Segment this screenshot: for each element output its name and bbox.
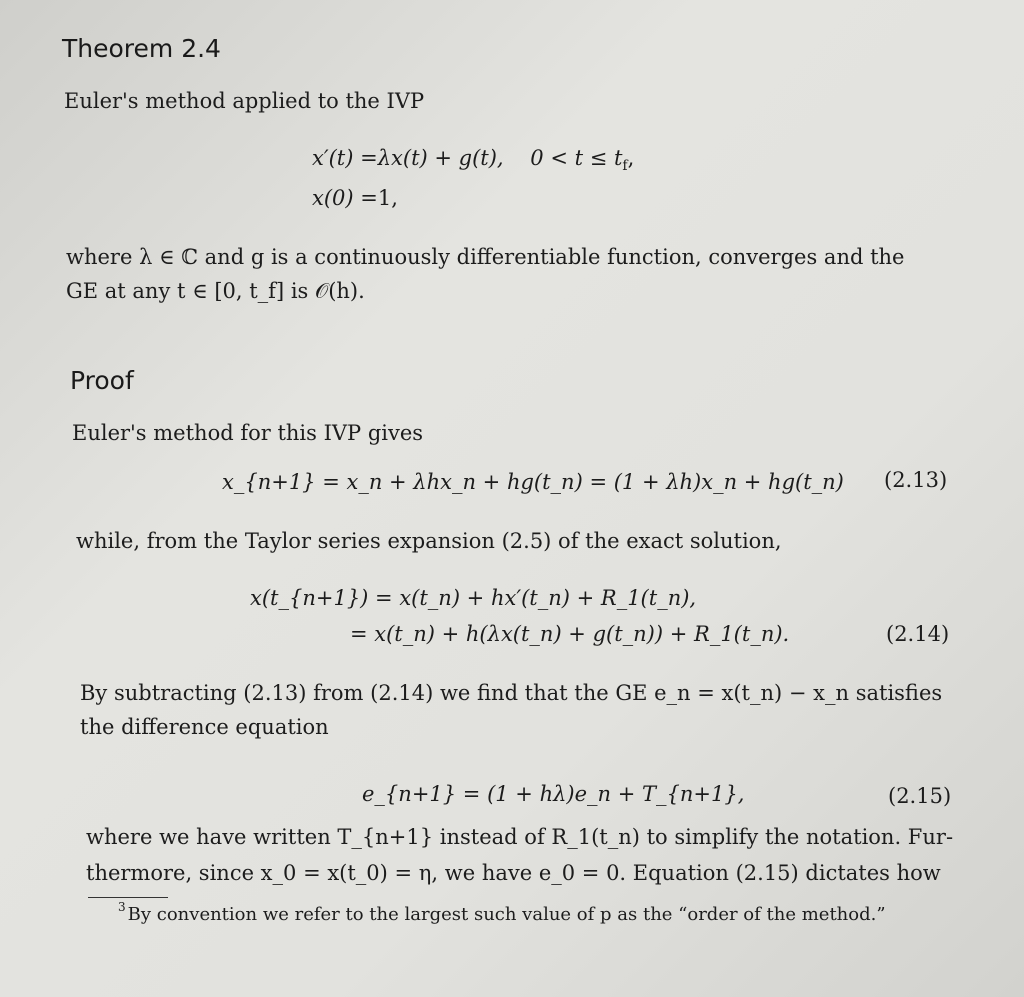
written-text-line1: where we have written T_{n+1} instead of R_1(t_n) to simplify the notation. Fur- bbox=[86, 825, 954, 849]
ivp-equation-line1 bbox=[312, 146, 634, 174]
theorem-heading: Theorem 2.4 bbox=[62, 34, 221, 63]
written-text-line2: thermore, since x_0 = x(t_0) = η, we have e_0 = 0. Equation (2.15) dictates how bbox=[86, 861, 941, 885]
proof-heading: Proof bbox=[70, 366, 134, 395]
footnote-divider bbox=[88, 897, 168, 898]
footnote bbox=[118, 902, 978, 925]
ivp-eq1-cond-sub: f bbox=[622, 158, 628, 175]
ivp-eq1-lhs: x′(t) = bbox=[312, 146, 378, 170]
equation-label-2-13: (2.13) bbox=[884, 468, 948, 492]
ivp-eq1-cond-end: , bbox=[627, 146, 635, 170]
proof-intro: Euler's method for this IVP gives bbox=[72, 421, 424, 445]
equation-2-15: e_{n+1} = (1 + hλ)e_n + T_{n+1}, bbox=[362, 782, 745, 806]
ivp-eq1-condition bbox=[530, 146, 635, 175]
footnote-text: By convention we refer to the largest such value of p as the “order of the method.” bbox=[127, 904, 886, 925]
ivp-equation-line2 bbox=[312, 186, 398, 210]
ivp-eq2-lhs: x(0) = bbox=[312, 186, 378, 210]
equation-label-2-15: (2.15) bbox=[888, 784, 952, 808]
subtract-text-line1: By subtracting (2.13) from (2.14) we find that the GE e_n = x(t_n) − x_n satisfies bbox=[80, 681, 943, 705]
ivp-eq2-rhs: 1, bbox=[377, 186, 398, 210]
equation-2-14-line2: = x(t_n) + h(λx(t_n) + g(t_n)) + R_1(t_n). bbox=[350, 622, 790, 646]
ivp-eq1-rhs: λx(t) + g(t), bbox=[377, 146, 504, 170]
theorem-intro: Euler's method applied to the IVP bbox=[64, 89, 425, 113]
equation-2-14-line1: x(t_{n+1}) = x(t_n) + hx′(t_n) + R_1(t_n), bbox=[250, 586, 697, 610]
ivp-eq1-cond-text: 0 < t ≤ t bbox=[530, 146, 623, 170]
taylor-text: while, from the Taylor series expansion (2.5) of the exact solution, bbox=[76, 529, 782, 553]
theorem-statement-line2: GE at any t ∈ [0, t_f] is 𝒪(h). bbox=[66, 279, 365, 303]
subtract-text-line2: the difference equation bbox=[80, 715, 329, 739]
theorem-statement-line1: where λ ∈ ℂ and g is a continuously differentiable function, converges and the bbox=[66, 245, 905, 269]
equation-2-13: x_{n+1} = x_n + λhx_n + hg(t_n) = (1 + λh)x_n + hg(t_n) bbox=[222, 470, 844, 494]
footnote-marker: 3 bbox=[118, 900, 126, 914]
equation-label-2-14: (2.14) bbox=[886, 622, 950, 646]
